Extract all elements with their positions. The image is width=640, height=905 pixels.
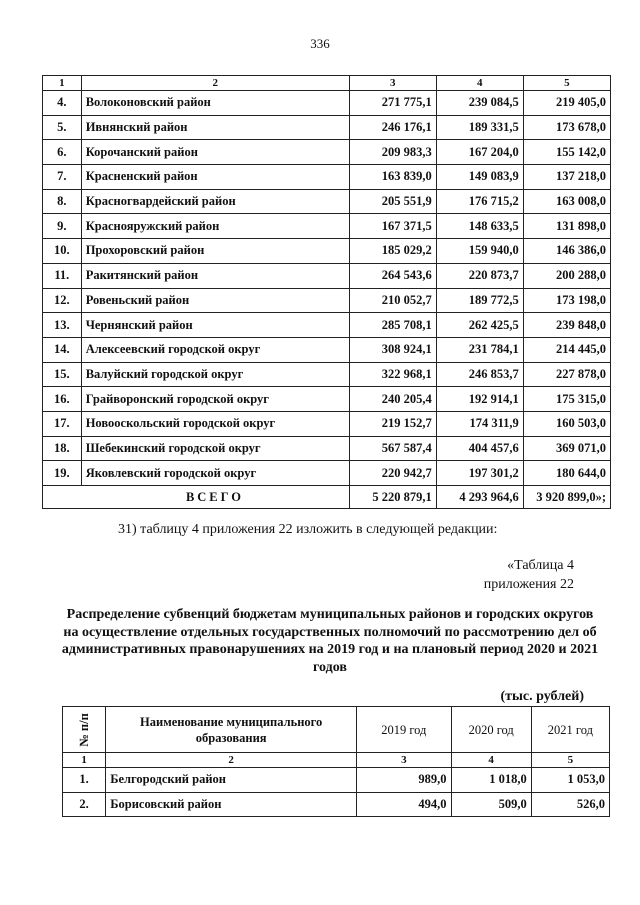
value-col4: 189 772,5 [436,288,523,313]
col-index: 1 [43,76,82,91]
value-col3: 209 983,3 [349,140,436,165]
table-row [43,288,611,313]
table-header-row [63,707,610,753]
row-number: 14. [43,337,82,362]
row-number: 17. [43,411,82,436]
table-row [43,461,611,486]
value-col5: 146 386,0 [523,239,610,264]
value-col3: 240 205,4 [349,387,436,412]
value-col4: 246 853,7 [436,362,523,387]
municipality-name: Алексеевский городской округ [81,337,349,362]
col-header-name: Наименование муниципального образования [106,707,357,753]
value-col4: 189 331,5 [436,115,523,140]
value-col3: 264 543,6 [349,263,436,288]
col-index: 2 [106,753,357,768]
row-number: 18. [43,436,82,461]
value-col4: 1 018,0 [451,768,531,793]
value-col5: 175 315,0 [523,387,610,412]
table-row [43,140,611,165]
value-col4: 176 715,2 [436,189,523,214]
municipality-name: Волоконовский район [81,91,349,116]
municipality-name: Валуйский городской округ [81,362,349,387]
value-col5: 214 445,0 [523,337,610,362]
municipality-name: Грайворонский городской округ [81,387,349,412]
table-ref-line: приложения 22 [483,577,574,592]
subsidy-table-continued [42,75,611,509]
value-col3: 567 587,4 [349,436,436,461]
row-number: 7. [43,165,82,190]
row-number: 6. [43,140,82,165]
col-header-number: № п/п [63,707,106,753]
value-col5: 227 878,0 [523,362,610,387]
col-header-2021: 2021 год [531,707,609,753]
row-number: 15. [43,362,82,387]
value-col5: 163 008,0 [523,189,610,214]
table-heading: Распределение субвенций бюджетам муниципальных районов и городских округов на осуществление отдельных государственных полномочий по рассмотрению дел об административных правонарушениях на 2019 год и на плановый период 2020 и 2021 годов [61,607,599,675]
municipality-name: Ивнянский район [81,115,349,140]
offenses-subsidy-table [62,706,610,817]
value-col4: 192 914,1 [436,387,523,412]
value-col3: 246 176,1 [349,115,436,140]
table-reference [484,556,574,594]
value-col4: 149 083,9 [436,165,523,190]
row-number: 4. [43,91,82,116]
value-col4: 262 425,5 [436,313,523,338]
municipality-name: Краснояружский район [81,214,349,239]
total-value: 4 293 964,6 [436,486,523,509]
value-col5: 137 218,0 [523,165,610,190]
table-row [63,792,610,817]
table-row [43,387,611,412]
value-col4: 220 873,7 [436,263,523,288]
value-col5: 131 898,0 [523,214,610,239]
value-col5: 173 678,0 [523,115,610,140]
value-col4: 174 311,9 [436,411,523,436]
row-number: 8. [43,189,82,214]
value-col4: 231 784,1 [436,337,523,362]
total-label: ВСЕГО [81,486,349,509]
total-value: 5 220 879,1 [349,486,436,509]
table-row [43,337,611,362]
table-row [43,313,611,338]
col-index: 4 [436,76,523,91]
page-number: 336 [310,36,330,51]
value-col4: 239 084,5 [436,91,523,116]
table-row [43,239,611,264]
col-index: 3 [357,753,451,768]
municipality-name: Ракитянский район [81,263,349,288]
municipality-name: Красненский район [81,165,349,190]
municipality-name: Красногвардейский район [81,189,349,214]
table-row [43,214,611,239]
value-col3: 167 371,5 [349,214,436,239]
value-col5: 1 053,0 [531,768,609,793]
total-value: 3 920 899,0»; [523,486,610,509]
value-col3: 220 942,7 [349,461,436,486]
municipality-name: Шебекинский городской округ [81,436,349,461]
col-index: 4 [451,753,531,768]
total-row [43,486,611,509]
municipality-name: Корочанский район [81,140,349,165]
col-index: 5 [531,753,609,768]
col-index: 5 [523,76,610,91]
value-col5: 155 142,0 [523,140,610,165]
municipality-name: Ровеньский район [81,288,349,313]
row-number: 11. [43,263,82,288]
municipality-name: Новооскольский городской округ [81,411,349,436]
table-row [43,411,611,436]
value-col3: 210 052,7 [349,288,436,313]
value-col3: 163 839,0 [349,165,436,190]
table-row [63,768,610,793]
value-col5: 239 848,0 [523,313,610,338]
value-col5: 180 644,0 [523,461,610,486]
table-row [43,362,611,387]
value-col4: 148 633,5 [436,214,523,239]
value-col4: 404 457,6 [436,436,523,461]
value-col5: 200 288,0 [523,263,610,288]
table-row [43,91,611,116]
value-col5: 219 405,0 [523,91,610,116]
municipality-name: Яковлевский городской округ [81,461,349,486]
table-row [43,263,611,288]
table-index-row [63,753,610,768]
value-col4: 197 301,2 [436,461,523,486]
value-col4: 167 204,0 [436,140,523,165]
value-col4: 509,0 [451,792,531,817]
col-index: 3 [349,76,436,91]
row-number: 1. [63,768,106,793]
table-row [43,165,611,190]
value-col3: 185 029,2 [349,239,436,264]
table-row [43,189,611,214]
col-index: 2 [81,76,349,91]
col-index: 1 [63,753,106,768]
table-ref-line: «Таблица 4 [507,558,574,573]
value-col3: 494,0 [357,792,451,817]
value-col5: 526,0 [531,792,609,817]
col-header-2019: 2019 год [357,707,451,753]
row-number: 12. [43,288,82,313]
value-col3: 205 551,9 [349,189,436,214]
municipality-name: Чернянский район [81,313,349,338]
units-label: (тыс. рублей) [500,689,584,704]
municipality-name: Белгородский район [106,768,357,793]
value-col4: 159 940,0 [436,239,523,264]
table-index-row [43,76,611,91]
value-col3: 271 775,1 [349,91,436,116]
table-row [43,436,611,461]
municipality-name: Борисовский район [106,792,357,817]
value-col3: 989,0 [357,768,451,793]
row-number: 13. [43,313,82,338]
value-col3: 308 924,1 [349,337,436,362]
municipality-name: Прохоровский район [81,239,349,264]
value-col5: 173 198,0 [523,288,610,313]
row-number: 10. [43,239,82,264]
amendment-paragraph: 31) таблицу 4 приложения 22 изложить в следующей редакции: [118,522,498,537]
row-number: 19. [43,461,82,486]
value-col3: 285 708,1 [349,313,436,338]
value-col3: 322 968,1 [349,362,436,387]
value-col5: 160 503,0 [523,411,610,436]
col-header-2020: 2020 год [451,707,531,753]
row-number: 5. [43,115,82,140]
row-number: 16. [43,387,82,412]
total-blank [43,486,82,509]
row-number: 9. [43,214,82,239]
table-row [43,115,611,140]
row-number: 2. [63,792,106,817]
value-col5: 369 071,0 [523,436,610,461]
value-col3: 219 152,7 [349,411,436,436]
